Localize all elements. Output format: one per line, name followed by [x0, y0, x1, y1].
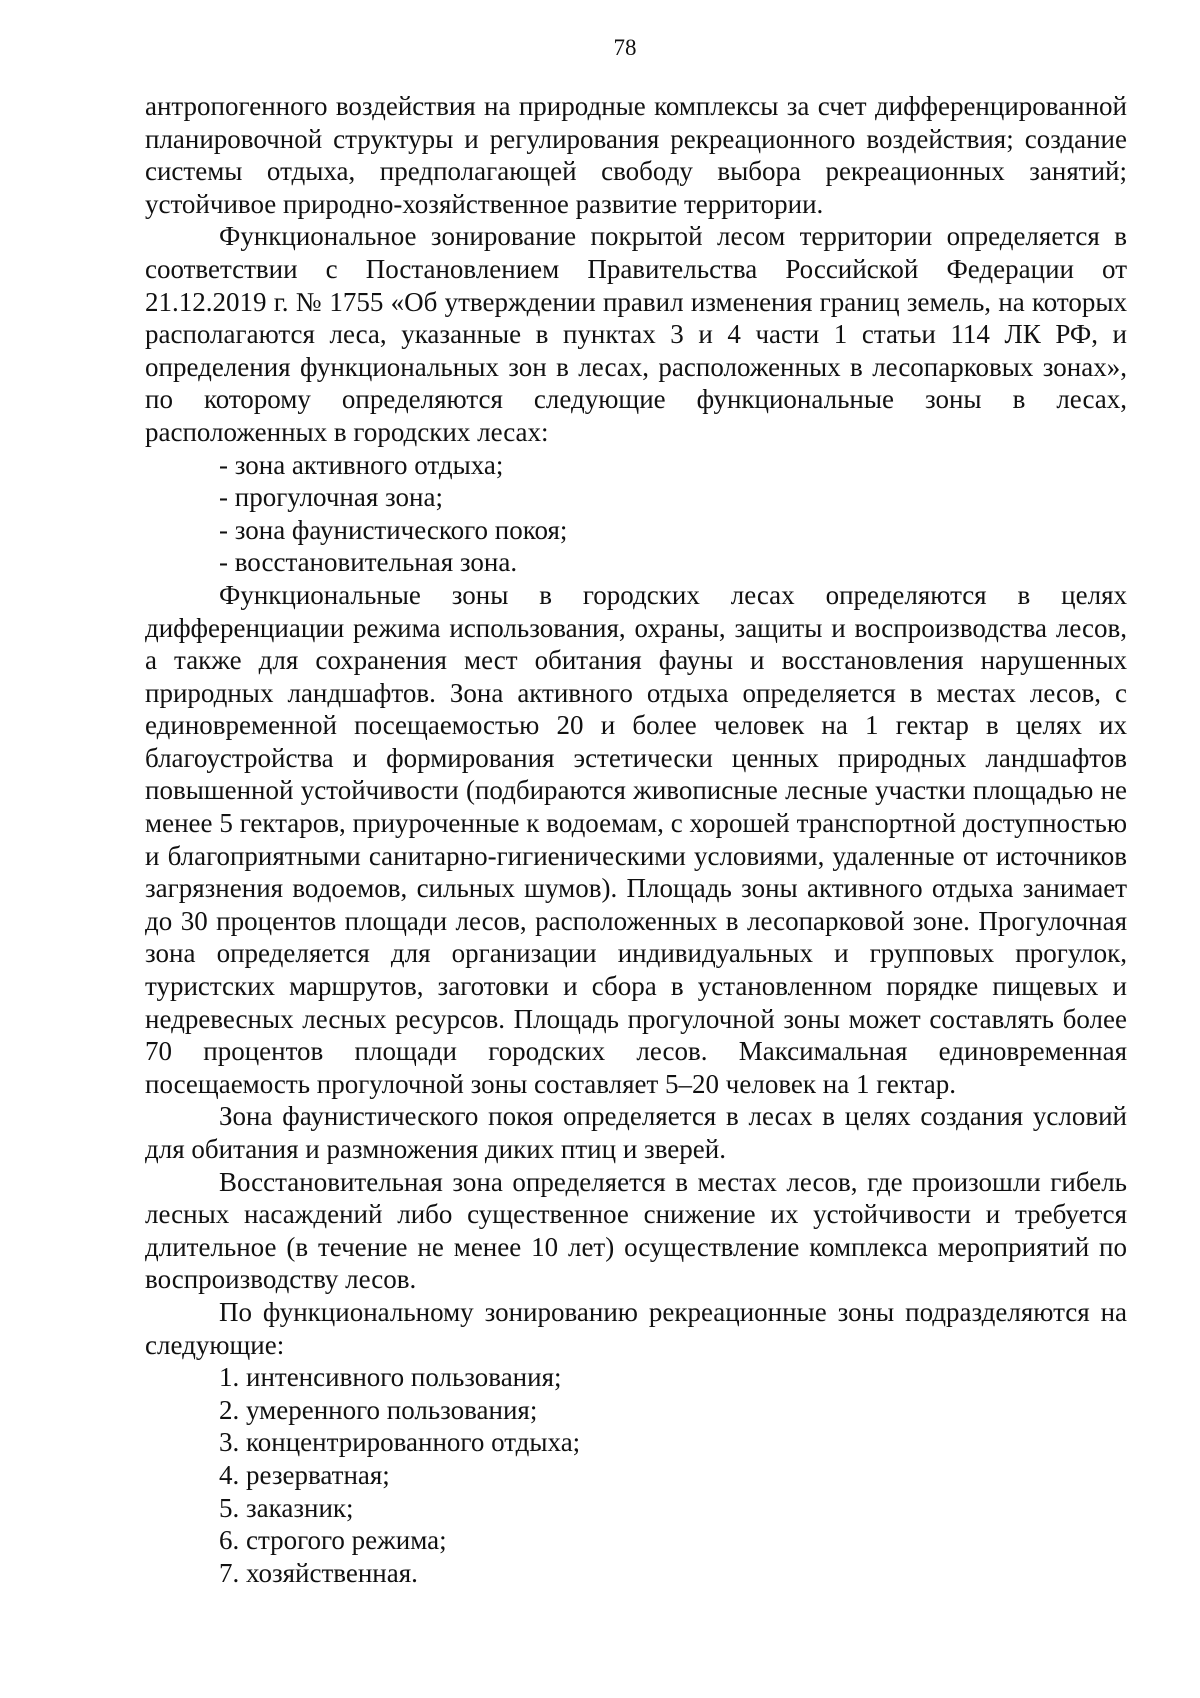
list-item-recreation-zone-5: 5. заказник; — [219, 1492, 354, 1523]
paragraph-intro-continuation: антропогенного воздействия на природные комплексы за счет дифференцированной планировочной структуры и регулирования рекреационного воздействия; создание системы отдыха, предполагающей свободу выбора рекреационных занятий; устойчивое природно-хозяйственное развитие территории. — [145, 91, 1127, 219]
list-item-zone-fauna-rest: - зона фаунистического покоя; — [219, 514, 568, 545]
list-item-zone-walking: - прогулочная зона; — [219, 482, 443, 513]
list-item-recreation-zone-2: 2. умеренного пользования; — [219, 1394, 538, 1425]
list-item-recreation-zone-1: 1. интенсивного пользования; — [219, 1362, 562, 1393]
paragraph-fauna-rest-zone: Зона фаунистического покоя определяется в лесах в целях создания условий для обитания и размножения диких птиц и зверей. — [145, 1101, 1127, 1164]
paragraph-restoration-zone: Восстановительная зона определяется в местах лесов, где произошли гибель лесных насаждений либо существенное снижение их устойчивости и требуется длительное (в течение не менее 10 лет) осуществление комплекса мероприятий по воспроизводству лесов. — [145, 1166, 1127, 1295]
paragraph-functional-zoning: Функциональное зонирование покрытой лесом территории определяется в соответствии с Постановлением Правительства Российской Федерации от 21.12.2019 г. № 1755 «Об утверждении правил изменения границ земель, на которых располагаются леса, указанные в пунктах 3 и 4 части 1 статьи 114 ЛК РФ, и определения функциональных зон в лесах, расположенных в лесопарковых зонах», по которому определяются следующие функциональные зоны в лесах, расположенных в городских лесах: — [145, 221, 1127, 447]
list-item-recreation-zone-7: 7. хозяйственная. — [219, 1557, 418, 1588]
page-number: 78 — [613, 35, 637, 60]
list-item-zone-active-rest: - зона активного отдыха; — [219, 449, 504, 480]
list-item-zone-restoration: - восстановительная зона. — [219, 547, 518, 578]
list-item-recreation-zone-4: 4. резерватная; — [219, 1459, 390, 1490]
document-body — [145, 90, 1127, 1589]
paragraph-recreation-zones-intro: По функциональному зонированию рекреационные зоны подразделяются на следующие: — [145, 1296, 1127, 1360]
paragraph-zones-purpose: Функциональные зоны в городских лесах определяются в целях дифференциации режима использования, охраны, защиты и воспроизводства лесов, а также для сохранения мест обитания фауны и восстановления нарушенных природных ландшафтов. Зона активного отдыха определяется в местах лесов, с единовременной посещаемостью 20 и более человек на 1 гектар в целях их благоустройства и формирования эстетически ценных природных ландшафтов повышенной устойчивости (подбираются живописные лесные участки площадью не менее 5 гектаров, приуроченные к водоемам, с хорошей транспортной доступностью и благоприятными санитарно-гигиеническими условиями, удаленные от источников загрязнения водоемов, сильных шумов). Площадь зоны активного отдыха занимает до 30 процентов площади лесов, расположенных в лесопарковой зоне. Прогулочная зона определяется для организации индивидуальных и групповых прогулок, туристских маршрутов, заготовки и сбора в установленном порядке пищевых и недревесных лесных ресурсов. Площадь прогулочной зоны может составлять более 70 процентов площади городских лесов. Максимальная единовременная посещаемость прогулочной зоны составляет 5–20 человек на 1 гектар. — [145, 579, 1127, 1099]
list-item-recreation-zone-3: 3. концентрированного отдыха; — [219, 1427, 581, 1458]
list-item-recreation-zone-6: 6. строгого режима; — [219, 1525, 447, 1556]
